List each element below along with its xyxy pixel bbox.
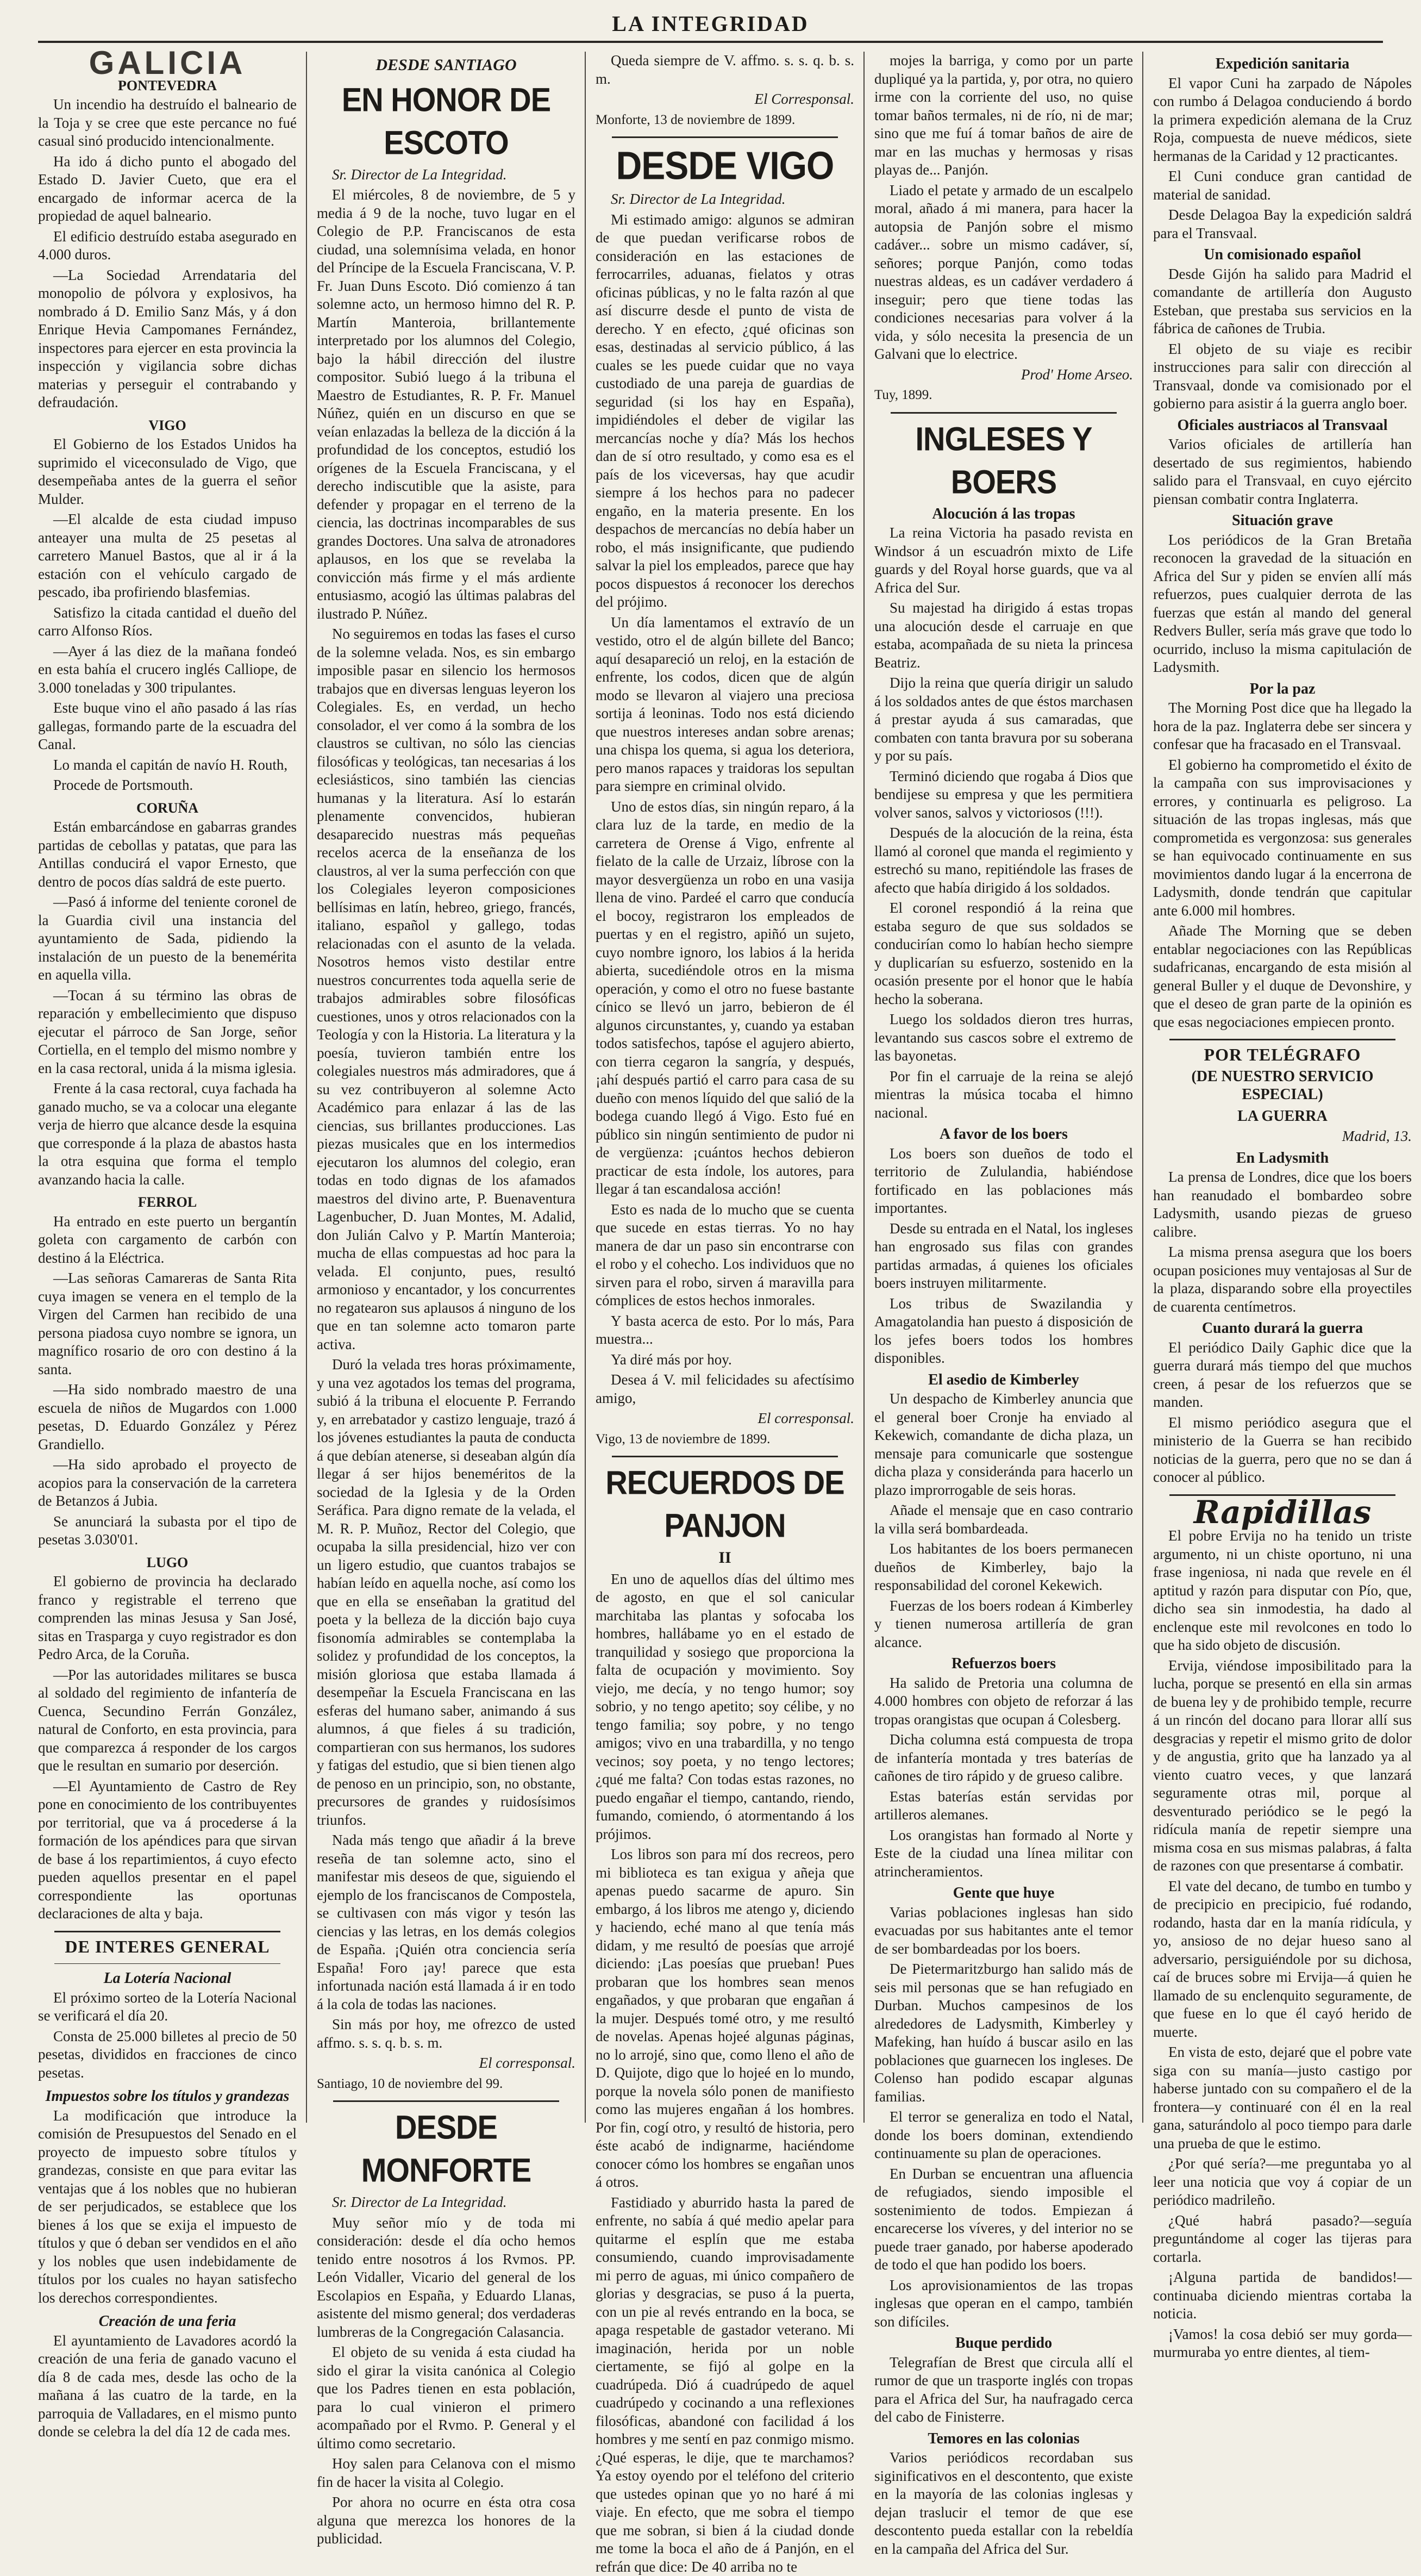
section-rule — [612, 1456, 838, 1457]
paragraph: Ha ido á dicho punto el abogado del Estado D. Javier Cueto, que era el encargado de informar acerca de la propiedad de aquel balneario. — [38, 153, 297, 226]
salutation: Sr. Director de La Integridad. — [596, 190, 854, 209]
subsection-lugo: LUGO — [38, 1554, 297, 1572]
subheading: Temores en las colonias — [874, 2430, 1133, 2448]
paragraph: —Ayer á las diez de la mañana fondeó en esta bahía el crucero inglés Calliope, de 3.000 toneladas y 300 tripulantes. — [38, 643, 297, 697]
paragraph: Lo manda el capitán de navío H. Routh, — [38, 756, 297, 775]
paragraph: En Durban se encuentran una afluencia de refugiados, siendo imposible el sostenimiento de todos. Empiezan á encarecerse los víveres, y del interior no se puede traer ganado, por haberse apoderado de todo el que han podido los boers. — [874, 2165, 1133, 2274]
paragraph: —Ha sido aprobado el proyecto de acopios para la conservación de la carretera de Betanzos á Jubia. — [38, 1456, 297, 1511]
paragraph: —Ha sido nombrado maestro de una escuela de niños de Mugardos con 1.000 pesetas, D. Eduardo González y Pérez Grandiello. — [38, 1381, 297, 1454]
subheading: Un comisionado español — [1153, 246, 1412, 264]
paragraph: Desde Gijón ha salido para Madrid el comandante de artillería don Augusto Esteban, que prestaba sus servicios en la fábrica de cañones de Trubia. — [1153, 265, 1412, 338]
paragraph: Los orangistas han formado al Norte y Este de la ciudad una línea militar con atrincheramientos. — [874, 1826, 1133, 1881]
section-rule — [1169, 1039, 1395, 1040]
paragraph: Desde su entrada en el Natal, los ingleses han engrosado sus filas con grandes partidas armadas, á quienes los oficiales boers instruyen militarmente. — [874, 1220, 1133, 1293]
signature: El corresponsal. — [596, 1409, 854, 1428]
salutation: Sr. Director de La Integridad. — [317, 166, 575, 184]
paragraph: No seguiremos en todas las fases el curso de la solemne velada. Nos, es sin embargo imposible pasar en silencio los hermosos trabajos que en diversas lenguas leyeron los Colegiales. Es, en verdad, un hecho consolador, el ver como á la sombra de los claustros se cultivan, no sólo las ciencias filosóficas y teológicas, tan necesarias á los eclesiásticos, sino también las ciencias humanas y la literatura. Así lo estarán plenamente convencidos, hubieran desaparecido nuestras más pequeñas recelos acerca de la enseñanza de los claustros, al ver la suma perfección con que los Colegiales leyeron composiciones bellísimas en latín, hebreo, griego, francés, italiano, español y gallego, todas relacionadas con el asunto de la velada. Nosotros hemos visto destilar entre nuestros concurrentes toda aquella serie de trabajos admirables sobre filosóficas cuestiones, unos y otros relacionados con la Teología y con la Historia. La literatura y la poesía, tuvieron también entre los colegiales nuestros más admiradores, que á su vez contribuyeron al solemne Acto Académico para enlazar á las de las ciencias, sus brillantes producciones. Las piezas musicales que en los intermedios ejecutaron los alumnos del colegio, eran todas en todo dignas de los afamados maestros del divino arte, P. Buenaventura Lagenbucher, D. Juan Montes, M. Adalid, don Julián Calvo y P. Martín Manteroia; mucha de ellas compuestas ad hoc para la velada. El conjunto, pues, resultó armonioso y encantador, y los concurrentes no regatearon sus aplausos á ninguno de los que en tan solemne acto tomaron parte activa. — [317, 625, 575, 1354]
article-title-ingleses-boers: INGLESES Y BOERS — [874, 417, 1133, 503]
paragraph: Fastidiado y aburrido hasta la pared de enfrente, no sabía á qué medio apelar para quitarme el esplín que me estaba consumiendo, cuando improvisadamente mi perro de aguas, mi único compañero de glorias y desgracias, se puso á la puerta, con un pie al revés entrando en la boca, se apaga respetable de gastador veterano. Mi imaginación, herida por un noble ciertamente, se fijó al golpe en la cuadrúpeda. Dió á cuadrúpedo de aquel cuadrúpedo y cocinando a una reflexiones filosóficas, abandoné con facilidad á los hombres y me sentí en paz conmigo mismo. ¿Qué esperas, le dije, que te marchamos? Ya estoy oyendo por el teléfono del criterio que ustedes opinan que yo no haré á mi viaje. En efecto, que me sobra el tiempo que me sobran, si bien á la ciudad donde me tome la boca el año de á Panjón, en el refrán que dice: De 40 arriba no te — [596, 2194, 854, 2576]
salutation: Sr. Director de La Integridad. — [317, 2193, 575, 2212]
article-title-panjon: RECUERDOS DE PANJON — [596, 1461, 854, 1547]
paragraph: Hoy salen para Celanova con el mismo fin de hacer la visita al Colegio. — [317, 2455, 575, 2491]
paragraph: Después de la alocución de la reina, ésta llamó al coronel que manda el regimiento y estrechó su mano, repitiéndole las frases de afecto que había dirigido á los soldados. — [874, 824, 1133, 897]
dateline: Santiago, 10 de noviembre del 99. — [317, 2075, 575, 2093]
paragraph: Los periódicos de la Gran Bretaña reconocen la gravedad de la situación en Africa del Sur y piden se envíen allí más refuerzos, pues cualquier derrota de las fuerzas que están al mando del general Redvers Buller, sería más grave que todo lo ocurrido, incluso la misma capitulación de Ladysmith. — [1153, 531, 1412, 677]
paragraph: Liado el petate y armado de un escalpelo moral, añado á mi manera, para hacer la autopsia de Panjón sobre el mismo cadáver... sobre un mismo cadáver, sí, señores; porque Panjón, como todas nuestras aldeas, es un cadáver verdadero á inseguir; pero que tiene todas las condiciones necesarias para volver á la vida, y sólo necesita la presencia de un Galvani que lo electrice. — [874, 182, 1133, 364]
paragraph: Están embarcándose en gabarras grandes partidas de cebollas y patatas, que para las Antillas conducirá el vapor Ernesto, que dentro de pocos días saldrá de este puerto. — [38, 818, 297, 891]
article-title-vigo: DESDE VIGO — [596, 144, 854, 186]
paragraph: Ya diré más por hoy. — [596, 1351, 854, 1369]
paragraph: Desea á V. mil felicidades su afectísimo amigo, — [596, 1371, 854, 1407]
paragraph: El vapor Cuni ha zarpado de Nápoles con rumbo á Delagoa conduciendo á bordo la primera expedición alemana de la Cruz Roja, compuesta de nueve médicos, siete hermanas de la Caridad y 12 practicantes. — [1153, 74, 1412, 166]
paragraph: —El Ayuntamiento de Castro de Rey pone en conocimiento de los contribuyentes por territorial, que va á procederse á la formación de los apéndices para que sirvan de base á los repartimientos, á cuyo efecto pueden aquellos presentar en el papel correspondiente las oportunas declaraciones de alta y baja. — [38, 1777, 297, 1923]
paragraph: El objeto de su viaje es recibir instrucciones para salir con dirección al Transvaal, donde va comisionado por el gobierno para asistir á la guerra anglo boer. — [1153, 340, 1412, 413]
section-rule — [612, 136, 838, 138]
column-2 — [317, 52, 575, 2123]
paragraph: Los tribus de Swazilandia y Amagatolandia han puesto á disposición de los jefes boers todos los hombres disponibles. — [874, 1295, 1133, 1368]
paragraph: Los libros son para mí dos recreos, pero mi biblioteca es tan exigua y añeja que apenas puedo sacarme de apuro. Sin embargo, á los libros me atengo y, diciendo y haciendo, eché mano al que tenía más didam, y me resultó de poesías que arrojé diciendo: ¡Las poesías que prueban! Pues probaran que los hombres sean menos engañados, y que probaran que engañan á la mujer. Después tomé otro, y me resultó de novelas. Apenas hojeé algunas páginas, no lo arrojé, sino que, como lleno el año de D. Quijote, digo que lo hojeé en lo mundo, porque la novela sólo ponen de manifiesto como las mujeres engañan á los hombres. Por fin, cogí otro, y resultó de historia, pero éste acabó de indignarme, haciéndome conocer cómo los hombres se engañan unos á otros. — [596, 1845, 854, 2192]
paragraph: Añade The Morning que se deben entablar negociaciones con las Repúblicas sudafricanas, encargando de esta misión al general Buller y el duque de Devonshire, y que el deseo de gran parte de la opinión es que esas negociaciones empiecen pronto. — [1153, 922, 1412, 1031]
paragraph: The Morning Post dice que ha llegado la hora de la paz. Inglaterra debe ser sincera y confesar que ha fracasado en el Transvaal. — [1153, 699, 1412, 754]
column-separator — [585, 52, 586, 2123]
paragraph: —Por las autoridades militares se busca al soldado del regimiento de infantería de Cuenca, Secundino Ferrán González, natural de Conforto, en esta provincia, para que comparezca á responder de los cargos que le resultan en sumario por deserción. — [38, 1666, 297, 1775]
paragraph: Dijo la reina que quería dirigir un saludo á los soldados antes de que éstos marchasen á prestar ayuda á sus camaradas, que combaten con tanta bravura por su soberana y por su país. — [874, 674, 1133, 765]
subheading: Por la paz — [1153, 680, 1412, 698]
paragraph: Varios periódicos recordaban sus siginificativos en el descontento, que existe en la mayoría de las colonias inglesas y dejan traslucir el temor de que ese descontento pueda estallar con la rebeldía en la campaña del Africa del Sur. — [874, 2449, 1133, 2558]
subheading: El asedio de Kimberley — [874, 1371, 1133, 1389]
subsection-coruna: CORUÑA — [38, 799, 297, 818]
paragraph: Luego los soldados dieron tres hurras, levantando sus cascos sobre el extremo de las bayonetas. — [874, 1011, 1133, 1065]
paragraph: El objeto de su venida á esta ciudad ha sido el girar la visita canónica al Colegio que los Padres tienen en esta población, para lo cual vinieron el primero acompañado por el Rvmo. P. General y el último como secretario. — [317, 2343, 575, 2453]
paragraph: Duró la velada tres horas próximamente, y una vez agotados los temas del programa, subió á la tribuna el elocuente P. Ferrando y, en arrebatador y castizo lenguaje, trazó á los jóvenes estudiantes la pauta de conducta á que debían atenerse, si deseaban algún día llegar á ser hijos beneméritos de la sociedad de la Iglesia y de la Orden Seráfica. Para digno remate de la velada, el M. R. P. Muñoz, Rector del Colegio, que ocupaba la silla presidencial, hizo ver con un ligero estudio, que cuantos trabajos se habían leído en aquella noche, así como los que en ella se enseñaban la gratitud del poeta y la belleza de la dicción bajo cuya fisonomía admirables se contemplaba la solidez y profundidad de los conceptos, la misión gloriosa que estaba llamada á desempeñar la Escuela Franciscana en las esferas del humano saber, animando á sus alumnos, á que fieles á su tradición, compartieran con sus hermanos, los sudores y fatigas del estudio, que si bien tienen algo de penoso en un principio, son, no obstante, precursores de grandes y ruidosísimos triunfos. — [317, 1356, 575, 1829]
subheading-feria: Creación de una feria — [38, 2312, 297, 2331]
signature: El corresponsal. — [317, 2054, 575, 2073]
paragraph: —La Sociedad Arrendataria del monopolio de pólvora y explosivos, ha nombrado á D. Emilio Sanz Más, y á don Enrique Hevia Campomanes Fernández, inspectores para ejercer en esta provincia la inspección y vigilancia sobre dichas materias y perseguir el contrabando y defraudación. — [38, 266, 297, 412]
paragraph: Nada más tengo que añadir á la breve reseña de tan solemne acto, sino el manifestar mis deseos de que, siguiendo el ejemplo de los franciscanos de Compostela, se cultivasen con más vigor y tesón las ciencias y las letras, en los demás colegios de España. ¡Quién otra conciencia sería España! Foro ¡ay! parece que esta infortunada nación está llamada á ir en todo á la cola de todas las naciones. — [317, 1831, 575, 2013]
paragraph: Terminó diciendo que rogaba á Dios que bendijese su empresa y que les permitiera volver sanos, salvos y victoriosos (!!!). — [874, 768, 1133, 822]
dateline: Monforte, 13 de noviembre de 1899. — [596, 111, 854, 129]
paragraph: El próximo sorteo de la Lotería Nacional se verificará el día 20. — [38, 1989, 297, 2025]
paragraph: El Cuni conduce gran cantidad de material de sanidad. — [1153, 167, 1412, 204]
paragraph: El gobierno ha comprometido el éxito de la campaña con sus improvisaciones y errores, y continuarla es peligroso. La situación de las tropas inglesas, más que comprometida es vergonzosa: sus generales se han equivocado continuamente en sus movimientos dando lugar á la encerrona de Ladysmith, donde tendrán que capitular ante 6.000 mil hombres. — [1153, 756, 1412, 920]
subsection-ferrol: FERROL — [38, 1193, 297, 1212]
paragraph: El coronel respondió á la reina que estaba seguro de que sus soldados se conducirían como lo habían hecho siempre y duplicarían su esfuerzo, sostenido en la ocasión presente por el honor que le había hecho la soberana. — [874, 899, 1133, 1008]
paragraph: Los boers son dueños de todo el territorio de Zululandia, habiéndose fortificado en las poblaciones más importantes. — [874, 1145, 1133, 1218]
paragraph: El periódico Daily Gaphic dice que la guerra durará más tiempo del que muchos creen, á pesar de los refuerzos que se manden. — [1153, 1339, 1412, 1412]
paragraph: Esto es nada de lo mucho que se cuenta que sucede en estas tierras. Yo no hay manera de dar un paso sin encontrarse con el robo y el cohecho. Los individuos que no sirven para el robo, sirven á maravilla para cómplices de estos hechos inmorales. — [596, 1201, 854, 1310]
paragraph: Un día lamentamos el extravío de un vestido, otro el de algún billete del Banco; aquí desapareció un reloj, en la estación de enfrente, los codos, dicen que de algún modo se llevaron al viajero una preciosa sortija á leoninas. Todo nos está diciendo que nuestros intereses andan sobre arenas; una chispa los quema, si agua los deteriora, pero manos rapaces y traidoras los sepultan para siempre en criminal olvido. — [596, 614, 854, 796]
section-rule — [891, 412, 1117, 414]
subheading: Refuerzos boers — [874, 1655, 1133, 1673]
telegraph-subtitle: (DE NUESTRO SERVICIO ESPECIAL) — [1153, 1068, 1412, 1104]
paragraph: El gobierno de provincia ha declarado franco y registrable el terreno que comprenden las minas Jesusa y San José, sitas en Traspargа y cuyo registrador es don Pedro Arca, de la Coruña. — [38, 1573, 297, 1664]
article-title-escoto: EN HONOR DE ESCOTO — [317, 78, 575, 164]
signature: Prod' Home Arseo. — [874, 366, 1133, 384]
masthead: LA INTEGRIDAD — [0, 11, 1421, 36]
paragraph: ¡Alguna partida de bandidos!—continuaba diciendo mientras cortaba la noticia. — [1153, 2268, 1412, 2323]
article-title-rapidillas: Rapidillas — [1153, 1504, 1412, 1522]
column-4 — [874, 52, 1133, 2123]
paragraph: ¿Por qué sería?—me preguntaba yo al leer una noticia que voy á copiar de un periódico madrileño. — [1153, 2155, 1412, 2210]
subheading: Cuanto durará la guerra — [1153, 1319, 1412, 1338]
paragraph: Ervija, viéndose imposibilitado para la lucha, porque se presentó en ella sin armas de buena ley y de prohibido temple, recurre á un rincón del docano para llorar allí sus desgracias y repetir el mismo grito de dolor y de angustia, grito que ha lanzado ya al viento cuatro veces, y que lanzará seguramente otras mil, porque al desventurado periódico se le pegó la ridícula manía de repetir siempre una misma cosa en sus mismas palabras, á falta de razones con que presentarse á combatir. — [1153, 1657, 1412, 1875]
article-title-monforte: DESDE MONFORTE — [317, 2106, 575, 2192]
paragraph: Por ahora no ocurre en ésta otra cosa alguna que merezca los honores de la publicidad. — [317, 2493, 575, 2548]
section-rule — [54, 1963, 280, 1964]
subheading: Alocución á las tropas — [874, 505, 1133, 523]
paragraph: Varios oficiales de artillería han desertado de sus regimientos, habiendo salido para el Transvaal, en cuyo ejército piensan combatir contra Inglaterra. — [1153, 435, 1412, 508]
dateline: Tuy, 1899. — [874, 386, 1133, 404]
paragraph: Desde Delagoa Bay la expedición saldrá para el Transvaal. — [1153, 206, 1412, 242]
chapter-number: II — [596, 1549, 854, 1567]
subheading: A favor de los boers — [874, 1125, 1133, 1144]
dateline: Vigo, 13 de noviembre de 1899. — [596, 1430, 854, 1449]
paragraph: Añade el mensaje que en caso contrario la villa será bombardeada. — [874, 1501, 1133, 1538]
subheading: En Ladysmith — [1153, 1149, 1412, 1168]
paragraph: Ha entrado en este puerto un bergantín goleta con cargamento de carbón con destino á la Eléctrica. — [38, 1213, 297, 1268]
paragraph: Un despacho de Kimberley anuncia que el general boer Cronje ha enviado al Kekewich, comandante de dicha plaza, un mensaje para comunicarle que sostengue dicha plaza y consideránda para hacerlo un plazo improrrogable de seis horas. — [874, 1390, 1133, 1499]
section-title-interes: DE INTERES GENERAL — [38, 1938, 297, 1956]
paragraph: En uno de aquellos días del último mes de agosto, en que el sol canicular marchitaba las plantas y sofocaba los hombres, hallábame yo en el estado de tranquilidad y sosiego que proporciona la falta de ocupación y movimiento. Soy viejo, me decía, y no tengo humor; soy sobrio, y no tengo apetito; soy célibe, y no tengo familia; soy pobre, y no tengo amigos; vivo en una trabardilla, y no tengo vecinos; soy poeta, y no tengo lectores; ¿qué me falta? Con todas estas razones, no puedo engañar el tiempo, cantando, riendo, fumando, comiendo, ó atormentando á los prójimos. — [596, 1570, 854, 1844]
article-kicker: DESDE SANTIAGO — [317, 56, 575, 74]
paragraph: El miércoles, 8 de noviembre, de 5 y media á 9 de la noche, tuvo lugar en el Colegio de P.P. Franciscanos de esta ciudad, una solemnísima velada, en honor del Príncipe de la Escuela Franciscana, V. P. Fr. Juan Duns Escoto. Dió comienzo á tan solemne acto, un hermoso himno del R. P. Martín Manteroia, brillantemente interpretado por los alumnos del Colegio, bajo la hábil dirección del ilustre compositor. Subió luego á la tribuna el Maestro de Estudiantes, R. P. Fr. Manuel Núñez, quién en un discurso en que se veían enlazadas la belleza de la dicción á la profundidad de los conceptos, estudió los orígenes de la Escuela Franciscana, y el derecho indiscutible que la asiste, para defender y propagar en el terreno de la ciencia, las doctrinas incomparables de sus grandes Doctores. Una salva de atronadores aplausos, en los que se revelaba la convicción más firme y el más ardiente entusiasmo, acogió las últimas palabras del ilustrado P. Núñez. — [317, 186, 575, 623]
paragraph: El vate del decano, de tumbo en tumbo y de precipicio en precipicio, fué rodando, rodando, hasta dar en la manía ridícula, y yo, ansioso de no dejar hueso sano al adversario, persiguiéndole por su dichosa, caí de bruces sobre mi Ervija—á quien he llamado de su enclenquito seguramente, de que fuese en lo que él cayó herido de muerte. — [1153, 1878, 1412, 2042]
paragraph: —Pasó á informe del teniente coronel de la Guardia civil una instancia del ayuntamiento de Sada, pidiendo la instalación de un puesto de la benemérita en aquella villa. — [38, 893, 297, 984]
top-rule — [38, 41, 1383, 43]
paragraph: La reina Victoria ha pasado revista en Windsor á un escuadrón mixto de Life guards y del Royal horse guards, que va al Africa del Sur. — [874, 524, 1133, 597]
paragraph: Queda siempre de V. affmo. s. s. q. b. s. m. — [596, 52, 854, 88]
paragraph: El edificio destruído estaba asegurado en 4.000 duros. — [38, 228, 297, 264]
paragraph: En vista de esto, dejaré que el pobre vate siga con su manía—justo castigo por haberse juntado con su compañero el de la frontera—y continuaré con él en la real gana, saturándolo al poco tiempo para darle una prueba de que le estimo. — [1153, 2043, 1412, 2153]
paragraph: Procede de Portsmouth. — [38, 776, 297, 795]
paragraph: Mi estimado amigo: algunos se admiran de que puedan verificarse robos de consideración en las estaciones de ferrocarriles, aduanas, fielatos y otras oficinas públicas, y no le falta razón al que así discurre desde el punto de vista de derecho. Y en efecto, ¿qué oficinas son esas, destinadas al servicio público, á las cuales se les puede cuidar que no vaya custodiado de una pareja de guardias de seguridad (si los hay en España), impidiéndoles el deber de vigilar las mercancías noche y día? Más los hechos dan de sí otro resultado, y como esa es el país de los viceversas, hay que acudir siempre á los hechos para no padecer engaño, en la materia presente. En los despachos de mercancías no debía haber un robo, el más insignificante, que pudiendo salvar la piel los empleados, parece que hay pocos dispuestos á reconocer los derechos del prójimo. — [596, 211, 854, 612]
paragraph: Ha salido de Pretoria una columna de 4.000 hombres con objeto de reforzar á las tropas orangistas que ocupan á Colesberg. — [874, 1674, 1133, 1729]
column-separator — [1142, 52, 1143, 2123]
paragraph: Y basta acerca de esto. Por lo más, Para muestra... — [596, 1312, 854, 1349]
section-rule — [54, 1931, 280, 1932]
paragraph: Consta de 25.000 billetes al precio de 50 pesetas, divididos en fracciones de cinco pesetas. — [38, 2028, 297, 2082]
signature: El Corresponsal. — [596, 90, 854, 109]
paragraph: Estas baterías están servidas por artilleros alemanes. — [874, 1788, 1133, 1824]
subheading-impuestos: Impuestos sobre los títulos y grandezas — [38, 2087, 297, 2106]
paragraph: —Las señoras Camareras de Santa Rita cuya imagen se venera en el templo de la Virgen del Carmen han recibido de una persona piadosa cuyo nombre se ignora, un magnífico rosario de oro con destino á la santa. — [38, 1269, 297, 1379]
paragraph: Por fin el carruaje de la reina se alejó mientras la música tocaba el himno nacional. — [874, 1068, 1133, 1122]
column-5 — [1153, 52, 1412, 2123]
paragraph: ¿Qué habrá pasado?—seguía preguntándome al coger las tijeras para cortarla. — [1153, 2212, 1412, 2267]
paragraph: Satisfizo la citada cantidad el dueño del carro Alfonso Ríos. — [38, 604, 297, 640]
paragraph: De Pietermaritzburgo han salido más de seis mil personas que se han refugiado en Durban. Muchos campesinos de los alrededores de Ladysmith, Kimberley y Mafeking, han huído á buscar asilo en las poblaciones que guarnecen los ingleses. De Colenso han podido escapar algunas familias. — [874, 1960, 1133, 2106]
subsection-vigo: VIGO — [38, 416, 297, 435]
paragraph: La prensa de Londres, dice que los boers han reanudado el bombardeo sobre Ladysmith, usando piezas de grueso calibre. — [1153, 1168, 1412, 1241]
paragraph: Muy señor mío y de toda mi consideración: desde el día ocho hemos tenido entre nosotros á los Rvmos. PP. León Vidaller, Vicario del general de los Escolapios en España, y Eduardo Llanas, asistente del mismo general; dos verdaderas lumbreras de la Congregación Calasancia. — [317, 2214, 575, 2342]
paragraph: —Tocan á su término las obras de reparación y embellecimiento que dispuso ejecutar el párroco de San Jorge, señor Cortiella, en el templo del mismo nombre y en la casa rectoral, unida á la misma iglesia. — [38, 987, 297, 1078]
paragraph: ¡Vamos! la cosa debió ser muy gorda—murmuraba yo entre dientes, al tiem- — [1153, 2325, 1412, 2362]
paragraph: Se anunciará la subasta por el tipo de pesetas 3.030'01. — [38, 1513, 297, 1549]
telegraph-subtitle-2: LA GUERRA — [1153, 1107, 1412, 1126]
paragraph: Fuerzas de los boers rodean á Kimberley y tienen numerosa artillería de gran alcance. — [874, 1597, 1133, 1652]
paragraph: El pobre Ervija no ha tenido un triste argumento, ni un chiste oportuno, ni una frase ingeniosa, ni nada que revele en él aptitud y razón para disputar con Pío, que, dicho sea sin inmodestia, ha dado al enclenque este mil revolcones en todo lo que ha sido objeto de discusión. — [1153, 1527, 1412, 1655]
subheading: Gente que huye — [874, 1884, 1133, 1903]
paragraph: Este buque vino el año pasado á las rías gallegas, formando parte de la escuadra del Canal. — [38, 699, 297, 754]
paragraph: Dicha columna está compuesta de tropa de infantería montada y tres baterías de cañones de tiro rápido y de grueso calibre. — [874, 1731, 1133, 1786]
paragraph: El mismo periódico asegura que el ministerio de la Guerra se han recibido noticias de la guerra, pero que no se dan á conocer al público. — [1153, 1414, 1412, 1487]
paragraph: Su majestad ha dirigido á estas tropas una alocución desde el carruaje en que estaba, acompañada de su nieta la princesa Beatriz. — [874, 599, 1133, 672]
paragraph: Los aprovisionamientos de las tropas inglesas que operan en el campo, también son difíciles. — [874, 2276, 1133, 2331]
column-3 — [596, 52, 854, 2123]
paragraph: Un incendio ha destruído el balneario de la Toja y se cree que este percance no fué casual sinó producido intencionalmente. — [38, 96, 297, 151]
paragraph: La modificación que introduce la comisión de Presupuestos del Senado en el proyecto de impuesto sobre títulos y grandezas, consiste en que para evitar las ventajas que á los nobles que no hubieran de ser perjudicados, se establece que los bienes á los que se exija el impuesto de títulos y que ó deban ser vendidos en el año y los nobles que usen indebidamente de títulos por los cuales no hayan satisfecho los derechos correspondientes. — [38, 2107, 297, 2307]
telegraph-title: POR TELÉGRAFO — [1153, 1046, 1412, 1064]
subheading: Buque perdido — [874, 2334, 1133, 2353]
paragraph: El terror se generaliza en todo el Natal, donde los boers dominan, extendiendo continuamente su plan de operaciones. — [874, 2108, 1133, 2163]
paragraph: mojes la barriga, y como por un parte dupliqué ya la partida, y, por otra, no quiero irme con la corriente del uso, no quise tomar baños termales, ni de río, ni de mar; sino que me fuí á tomar baños de aire de mar en las muchas y hermosas y risas playas de... Panjón. — [874, 52, 1133, 179]
subsection-pontevedra: PONTEVEDRA — [38, 77, 297, 95]
subheading-loteria: La Lotería Nacional — [38, 1969, 297, 1988]
paragraph: Varias poblaciones inglesas han sido evacuadas por sus habitantes ante el temor de ser bombardeadas por los boers. — [874, 1904, 1133, 1958]
paragraph: Telegrafían de Brest que circula allí el rumor de que un trasporte inglés con tropas para el Africa del Sur, ha naufragado cerca del cabo de Finisterre. — [874, 2354, 1133, 2427]
subheading: Situación grave — [1153, 512, 1412, 530]
column-1 — [38, 52, 297, 2123]
paragraph: Uno de estos días, sin ningún reparo, á la clara luz de la tarde, en medio de la carretera de Orense á Vigo, enfrente al fielato de la calle de Urzaiz, líbrose con la mayor desvergüenza un robo en una vasija llena de vino. Pardeé el carro que conducía el bocoy, registraron los empleados de puertas y en el registro, apiñó un sujeto, cuyo nombre ignoro, los labios á la herida abierta, sucediéndole otros en la misma operación, y como el otro no fuese bastante cínico se llevó un jarro, bebieron de él algunos circunstantes, y, cuando ya estaban todos satisfechos, tapóse el agujero abierto, con tierra cegaron la sangría, y después, ¡ahí después partió el carro para casa de su dueño con menos líquido del que salió de la bodega cuando llegó á Vigo. Esto fué en público sin ningún sentimiento de pudor ni de vergüenza: ¡cuántos hechos debieron practicar de esta índole, los autores, para llegar á tan escandalosa acción! — [596, 798, 854, 1199]
column-separator — [863, 52, 865, 2123]
paragraph: Los habitantes de los boers permanecen dueños de Kimberley, bajo la responsabilidad del coronel Kekewich. — [874, 1540, 1133, 1595]
paragraph: Sin más por hoy, me ofrezco de usted affmo. s. s. q. b. s. m. — [317, 2016, 575, 2052]
subheading: Expedición sanitaria — [1153, 55, 1412, 73]
telegraph-date: Madrid, 13. — [1153, 1127, 1412, 1146]
paragraph: Frente á la casa rectoral, cuya fachada ha ganado mucho, se va a colocar una elegante verja de hierro que alcance desde la esquina que corresponde á la plaza de abastos hasta la otra esquina que forma el templo avanzando hacia la calle. — [38, 1080, 297, 1189]
paragraph: —El alcalde de esta ciudad impuso anteayer una multa de 25 pesetas al carretero Manuel Bastos, que al ir á la estación con el vehículo cargado de pescado, iba profiriendo blasfemias. — [38, 510, 297, 602]
paragraph: El Gobierno de los Estados Unidos ha suprimido el viceconsulado de Vigo, que desempeñaba antes de la guerra el señor Mulder. — [38, 435, 297, 508]
section-title-galicia: GALICIA — [38, 54, 297, 72]
column-separator — [306, 52, 307, 2123]
section-rule — [333, 2100, 559, 2102]
subheading: Oficiales austriacos al Transvaal — [1153, 416, 1412, 435]
paragraph: El ayuntamiento de Lavadores acordó la creación de una feria de ganado vacuno el día 8 de cada mes, desde las ocho de la mañana á las cuatro de la tarde, en la parroquia de Valladares, en el mismo punto donde se celebra la del día 12 de cada mes. — [38, 2332, 297, 2441]
paragraph: La misma prensa asegura que los boers ocupan posiciones muy ventajosas al Sur de la plaza, disparando sobre ella proyectiles de cuarenta centímetros. — [1153, 1243, 1412, 1316]
